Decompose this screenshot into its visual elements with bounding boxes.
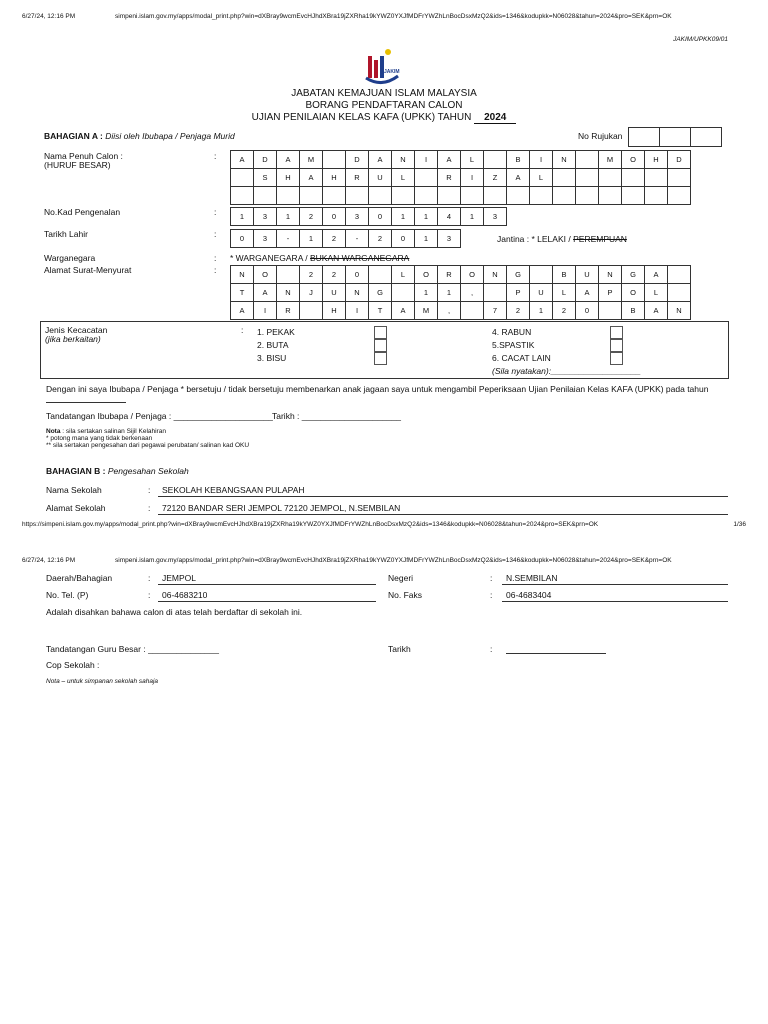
grid-cell: O [461,266,484,284]
grid-cell: , [438,302,461,320]
grid-cell: A [277,151,300,169]
grid-cell: 3 [484,208,507,226]
grid-cell: H [323,302,346,320]
grid-cell [553,187,576,205]
grid-cell [484,284,507,302]
grid-cell: N [553,151,576,169]
grid-cell [668,284,691,302]
cacat-lain-checkbox[interactable] [610,352,623,365]
negeri-label: Negeri [388,573,414,583]
grid-cell: 1 [415,230,438,248]
title-line2: BORANG PENDAFTARAN CALON [305,100,463,111]
jantina [497,234,627,244]
grid-cell: R [438,169,461,187]
parent-date: Tarikh : _____________________ [272,411,402,421]
grid-cell: R [438,266,461,284]
grid-cell: 2 [300,266,323,284]
pekak-checkbox[interactable] [374,326,387,339]
note-1 [46,428,166,435]
grid-cell: 3 [346,208,369,226]
tel-value: 06-4683210 [162,590,208,600]
warga-colon: : [214,253,217,263]
grid-cell: H [323,169,346,187]
tel-line [158,601,376,602]
grid-cell: O [254,266,277,284]
grid-cell: 1 [300,230,323,248]
grid-cell: I [530,151,553,169]
grid-cell: U [576,266,599,284]
grid-cell [415,169,438,187]
grid-cell: - [277,230,300,248]
grid-cell [277,187,300,205]
negeri-colon: : [490,573,493,583]
dob-colon: : [214,229,217,239]
grid-cell: A [392,302,415,320]
section-a-subtitle: Diisi oleh Ibubapa / Penjaga Murid [105,131,235,141]
jantina-label: Jantina : * LELAKI / [497,234,571,244]
print-url-2: simpeni.islam.gov.my/apps/modal_print.php?win=dXBray9wcmEvcHJhdXBra19jZXRha19kYWZ0YXJfMDFrYWZhLnBocDsxMzQ2&ids=1346&kodupkk=N06028&tahun=2024&pro=SEK&prn=OK [115,557,672,564]
grid-cell: U [530,284,553,302]
nama-sub: (HURUF BESAR) [44,160,111,170]
grid-cell: N [277,284,300,302]
logo-text: JAKIM [384,69,400,75]
grid-cell: G [622,266,645,284]
grid-cell [622,169,645,187]
grid-cell [668,187,691,205]
grid-cell [599,302,622,320]
grid-cell: N [346,284,369,302]
disability-spastik: 5.SPASTIK [492,340,535,350]
grid-cell: R [346,169,369,187]
alamat-sekolah-colon: : [148,503,151,513]
disability-box [40,321,729,379]
grid-cell: 2 [300,208,323,226]
grid-cell: B [507,151,530,169]
grid-cell: 2 [507,302,530,320]
grid-cell: 4 [438,208,461,226]
tel-colon: : [148,590,151,600]
grid-cell [300,187,323,205]
daerah-label: Daerah/Bahagian [46,573,113,583]
grid-cell: P [507,284,530,302]
grid-cell: T [369,302,392,320]
grid-cell: U [323,284,346,302]
grid-cell [576,187,599,205]
print-url: simpeni.islam.gov.my/apps/modal_print.php?win=dXBray9wcmEvcHJhdXBra19jZXRha19kYWZ0YXJfMDFrYWZhLnBocDsxMzQ2&ids=1346&kodupkk=N06028&tahun=2024&pro=SEK&prn=OK [115,13,672,20]
grid-cell: A [438,151,461,169]
grid-cell [530,187,553,205]
grid-cell: 0 [392,230,415,248]
grid-cell: L [461,151,484,169]
name-grid [230,150,691,205]
nama-sekolah-line [158,496,728,497]
grid-cell [576,151,599,169]
grid-cell: M [415,302,438,320]
section-b-subtitle: Pengesahan Sekolah [107,466,189,476]
grid-cell: D [668,151,691,169]
grid-cell [553,169,576,187]
warga-value [230,253,409,263]
form-code: JAKIM/UPKK09/01 [673,36,728,43]
grid-cell [507,187,530,205]
note-line3: ** sila sertakan pengesahan dari pegawai perubatan/ salinan kad OKU [46,442,250,449]
disability-label: Jenis Kecacatan [45,325,108,335]
note-line1: : sila sertakan salinan Sijil Kelahiran [60,428,166,435]
print-datetime-2: 6/27/24, 12:16 PM [22,557,76,564]
grid-cell: 1 [461,208,484,226]
headmaster-signature: Tandatangan Guru Besar : _______________ [46,644,219,654]
title-line3: UJIAN PENILAIAN KELAS KAFA (UPKK) TAHUN [251,112,472,123]
grid-cell: H [277,169,300,187]
grid-cell: A [645,302,668,320]
grid-cell: O [415,266,438,284]
grid-cell: M [599,151,622,169]
nama-label: Nama Penuh Calon : [44,151,123,161]
grid-cell: P [599,284,622,302]
declaration-year-line[interactable] [46,402,126,403]
grid-cell: Z [484,169,507,187]
grid-cell: D [254,151,277,169]
grid-cell: N [668,302,691,320]
section-b-note: Nota – untuk simpanan sekolah sahaja [46,678,159,685]
grid-cell: H [645,151,668,169]
grid-cell: B [553,266,576,284]
print-datetime: 6/27/24, 12:16 PM [22,13,76,20]
section-a-header [44,131,235,141]
grid-cell: 2 [323,230,346,248]
grid-cell: D [346,151,369,169]
nama-sekolah-value: SEKOLAH KEBANGSAAN PULAPAH [162,485,305,495]
jantina-struck: PEREMPUAN [573,234,627,244]
grid-cell: 3 [438,230,461,248]
no-rujukan-label: No Rujukan [578,131,623,141]
note-line2: * potong mana yang tidak berkenaan [46,435,153,442]
grid-cell [645,187,668,205]
grid-cell: 0 [369,208,392,226]
grid-cell: N [392,151,415,169]
grid-cell: B [622,302,645,320]
alamat-sekolah-value: 72120 BANDAR SERI JEMPOL 72120 JEMPOL, N.SEMBILAN [162,503,401,513]
grid-cell: 0 [346,266,369,284]
grid-cell [415,187,438,205]
grid-cell [668,266,691,284]
grid-cell: I [254,302,277,320]
grid-cell: A [231,151,254,169]
alamat-label: Alamat Surat-Menyurat [44,265,132,275]
disability-buta: 2. BUTA [257,340,289,350]
grid-cell: J [300,284,323,302]
faks-label: No. Faks [388,590,423,600]
grid-cell: 1 [415,284,438,302]
confirm-text: Adalah disahkan bahawa calon di atas telah berdaftar di sekolah ini. [46,607,303,617]
grid-cell [484,187,507,205]
grid-cell [277,266,300,284]
alamat-sekolah-label: Alamat Sekolah [46,503,106,513]
jakim-logo [362,48,402,90]
grid-cell: 0 [323,208,346,226]
grid-cell: T [231,284,254,302]
negeri-line [502,584,728,585]
grid-cell: 2 [553,302,576,320]
grid-cell: L [645,284,668,302]
grid-cell [323,151,346,169]
no-rujukan-boxes [628,127,722,147]
disability-sub: (jika berkaitan) [45,334,101,344]
grid-cell: N [599,266,622,284]
grid-cell [231,187,254,205]
warga-text: * WARGANEGARA / [230,253,308,263]
daerah-value: JEMPOL [162,573,197,583]
grid-cell: L [553,284,576,302]
grid-cell: 2 [323,266,346,284]
disability-bisu: 3. BISU [257,353,287,363]
alamat-colon: : [214,265,217,275]
grid-cell: L [392,169,415,187]
tarikh-colon: : [490,644,493,654]
note-title: Nota [46,428,61,435]
grid-cell [645,169,668,187]
grid-cell: N [484,266,507,284]
grid-cell: 1 [231,208,254,226]
grid-cell: 0 [231,230,254,248]
grid-cell: , [461,284,484,302]
grid-cell: S [254,169,277,187]
negeri-value: N.SEMBILAN [506,573,558,583]
disability-rabun: 4. RABUN [492,327,532,337]
title-line3-row [0,112,768,124]
disability-colon: : [241,325,244,335]
warga-struck: BUKAN WARGANEGARA [310,253,410,263]
grid-cell: A [231,302,254,320]
tel-label: No. Tel. (P) [46,590,89,600]
daerah-line [158,584,376,585]
disability-pekak: 1. PEKAK [257,327,295,337]
parent-signature: Tandatangan Ibubapa / Penjaga : _____________________ [46,411,273,421]
footer-url: https://simpeni.islam.gov.my/apps/modal_print.php?win=dXBray9wcmEvcHJhdXBra19jZXRha19kYWZ0YXJfMDFrYWZhLnBocDsxMzQ2&ids=1346&kodupkk=N06028&tahun=2024&pro=SEK&prn=OK [22,521,599,528]
disability-cacat-lain: 6. CACAT LAIN [492,353,551,363]
grid-cell [392,284,415,302]
grid-cell [668,169,691,187]
grid-cell: 1 [277,208,300,226]
section-b-header [46,466,189,476]
grid-cell: O [622,284,645,302]
faks-line [502,601,728,602]
grid-cell: A [300,169,323,187]
grid-cell [599,169,622,187]
grid-cell: I [461,169,484,187]
grid-cell: G [507,266,530,284]
ic-label: No.Kad Pengenalan [44,207,121,217]
grid-cell [231,169,254,187]
cop-sekolah-label: Cop Sekolah : [46,660,100,670]
grid-cell: 1 [415,208,438,226]
grid-cell [530,266,553,284]
grid-cell: R [277,302,300,320]
grid-cell [254,187,277,205]
title-line1: JABATAN KEMAJUAN ISLAM MALAYSIA [291,88,477,99]
tarikh-line[interactable] [506,653,606,654]
spastik-checkbox[interactable] [610,339,623,352]
buta-checkbox[interactable] [374,339,387,352]
grid-cell [392,187,415,205]
faks-colon: : [490,590,493,600]
grid-cell: A [507,169,530,187]
grid-cell [300,302,323,320]
grid-cell [461,187,484,205]
bisu-checkbox[interactable] [374,352,387,365]
ic-grid [230,207,507,226]
alamat-sekolah-line [158,514,728,515]
grid-cell [599,187,622,205]
grid-cell [369,266,392,284]
grid-cell: 1 [530,302,553,320]
grid-cell [369,187,392,205]
address-grid [230,265,691,320]
grid-cell [346,187,369,205]
grid-cell: 1 [438,284,461,302]
page-number: 1/36 [733,521,746,528]
grid-cell: A [369,151,392,169]
declaration-text: Dengan ini saya Ibubapa / Penjaga * bersetuju / tidak bersetuju membenarkan anak jagaan saya untuk mengambil Peperiksaan Ujian Penilaian Kelas KAFA (UPKK) pada tahun [46,384,709,394]
ic-colon: : [214,207,217,217]
grid-cell: 1 [392,208,415,226]
title-year: 2024 [474,112,516,124]
grid-cell: 3 [254,230,277,248]
warga-label: Warganegara [44,253,96,263]
nama-colon: : [214,151,217,161]
grid-cell: A [645,266,668,284]
grid-cell: O [622,151,645,169]
nama-sekolah-colon: : [148,485,151,495]
disability-note: (Sila nyatakan):___________________ [492,366,641,376]
grid-cell [576,169,599,187]
grid-cell [461,302,484,320]
grid-cell: L [530,169,553,187]
grid-cell: 2 [369,230,392,248]
grid-cell [323,187,346,205]
grid-cell [484,151,507,169]
grid-cell: 0 [576,302,599,320]
section-a-title: BAHAGIAN A : [44,131,103,141]
grid-cell: L [392,266,415,284]
grid-cell: 3 [254,208,277,226]
section-b-title: BAHAGIAN B : [46,466,106,476]
dob-label: Tarikh Lahir [44,229,88,239]
grid-cell: I [415,151,438,169]
rabun-checkbox[interactable] [610,326,623,339]
grid-cell: A [576,284,599,302]
daerah-colon: : [148,573,151,583]
grid-cell: - [346,230,369,248]
grid-cell: 7 [484,302,507,320]
grid-cell: N [231,266,254,284]
grid-cell [622,187,645,205]
grid-cell [438,187,461,205]
tarikh-label: Tarikh [388,644,411,654]
faks-value: 06-4683404 [506,590,552,600]
grid-cell: U [369,169,392,187]
grid-cell: M [300,151,323,169]
grid-cell: A [254,284,277,302]
dob-grid [230,229,461,248]
grid-cell: G [369,284,392,302]
grid-cell: I [346,302,369,320]
nama-sekolah-label: Nama Sekolah [46,485,102,495]
